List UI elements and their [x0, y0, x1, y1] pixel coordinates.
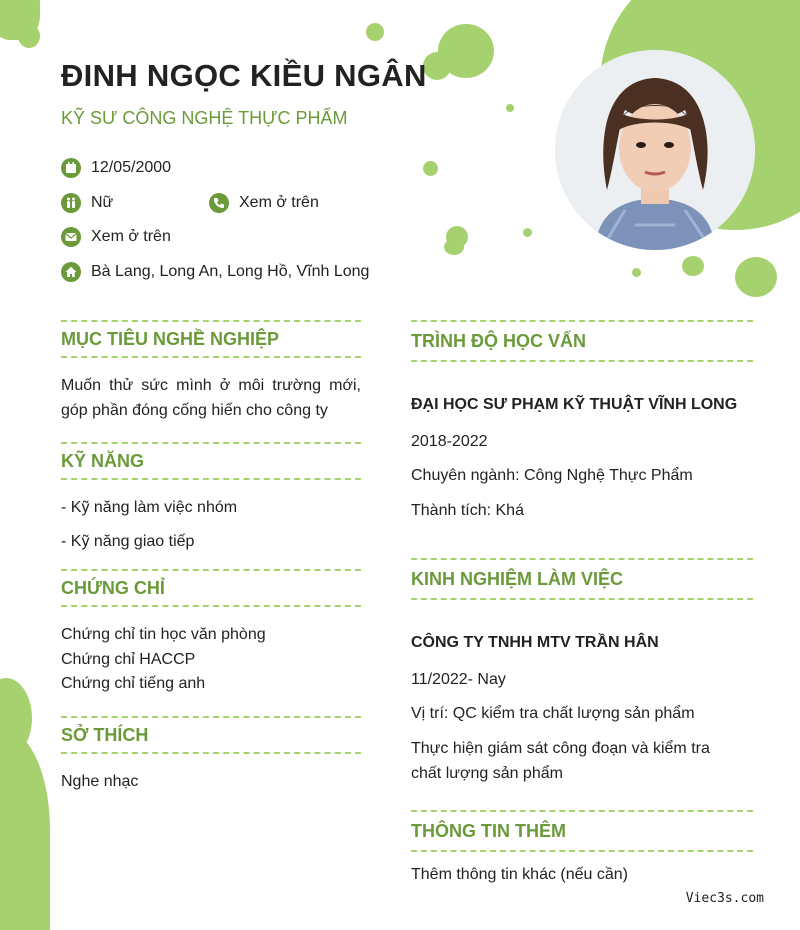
decor-blob — [523, 228, 532, 237]
hobbies-text: Nghe nhạc — [61, 773, 139, 790]
gender-value: Nữ — [91, 194, 114, 211]
experience-title: KINH NGHIỆM LÀM VIỆC — [411, 568, 624, 589]
decor-blob — [18, 24, 40, 48]
birthday-row — [61, 158, 171, 178]
experience-heading — [411, 558, 753, 600]
skills-heading — [61, 442, 361, 480]
decor-blob — [423, 52, 451, 80]
extra-text: Thêm thông tin khác (nếu cần) — [411, 866, 629, 883]
address-value: Bà Lang, Long An, Long Hồ, Vĩnh Long — [91, 263, 370, 280]
decor-blob — [682, 256, 704, 276]
education-years: 2018-2022 — [411, 433, 488, 450]
objective-title: MỤC TIÊU NGHỀ NGHIỆP — [61, 328, 280, 349]
education-heading — [411, 320, 753, 362]
phone-row — [209, 193, 319, 213]
certificate-item: Chứng chỉ tin học văn phòng — [61, 626, 266, 643]
hobbies-heading — [61, 716, 361, 754]
decor-blob — [506, 104, 514, 112]
extra-heading — [411, 810, 753, 852]
education-major: Chuyên ngành: Công Nghệ Thực Phẩm — [411, 467, 693, 484]
mail-icon — [61, 227, 81, 247]
decor-blob — [632, 268, 641, 277]
hobbies-title: SỞ THÍCH — [61, 724, 149, 745]
decor-blob — [0, 730, 50, 930]
work-description: Thực hiện giám sát công đoạn và kiểm tra chất lượng sản phẩm — [411, 740, 710, 782]
home-icon — [61, 262, 81, 282]
decor-blob — [735, 257, 777, 297]
company-name: CÔNG TY TNHH MTV TRẦN HÂN — [411, 634, 659, 651]
gender-row — [61, 193, 113, 213]
calendar-icon — [61, 158, 81, 178]
work-position: Vị trí: QC kiểm tra chất lượng sản phẩm — [411, 705, 695, 722]
work-period: 11/2022- Nay — [411, 671, 506, 688]
phone-value: Xem ở trên — [239, 194, 319, 211]
address-row — [61, 262, 369, 282]
certificate-item: Chứng chỉ tiếng anh — [61, 675, 206, 692]
skill-item: - Kỹ năng làm việc nhóm — [61, 499, 238, 516]
decor-blob — [423, 161, 438, 176]
decor-blob — [366, 23, 384, 41]
certificates-heading — [61, 569, 361, 607]
job-title: KỸ SƯ CÔNG NGHỆ THỰC PHẨM — [61, 108, 348, 128]
decor-blob — [444, 239, 464, 255]
watermark: Viec3s.com — [685, 891, 764, 906]
education-title: TRÌNH ĐỘ HỌC VẤN — [411, 330, 586, 351]
skills-title: KỸ NĂNG — [61, 450, 145, 471]
full-name: ĐINH NGỌC KIỀU NGÂN — [61, 58, 427, 93]
skill-item: - Kỹ năng giao tiếp — [61, 533, 195, 550]
portrait-image — [555, 50, 755, 250]
profile-photo — [555, 50, 755, 250]
objective-heading — [61, 320, 361, 358]
education-result: Thành tích: Khá — [411, 502, 524, 519]
email-row — [61, 227, 171, 247]
birthday-value: 12/05/2000 — [91, 159, 172, 176]
objective-text: Muốn thử sức mình ở môi trường mới, góp phần đóng cống hiến cho công ty — [61, 377, 361, 419]
gender-icon — [61, 193, 81, 213]
certificates-title: CHỨNG CHỈ — [61, 577, 165, 598]
extra-title: THÔNG TIN THÊM — [411, 820, 566, 841]
school-name: ĐẠI HỌC SƯ PHẠM KỸ THUẬT VĨNH LONG — [411, 396, 738, 413]
phone-icon — [209, 193, 229, 213]
certificate-item: Chứng chỉ HACCP — [61, 651, 196, 668]
email-value: Xem ở trên — [91, 228, 171, 245]
